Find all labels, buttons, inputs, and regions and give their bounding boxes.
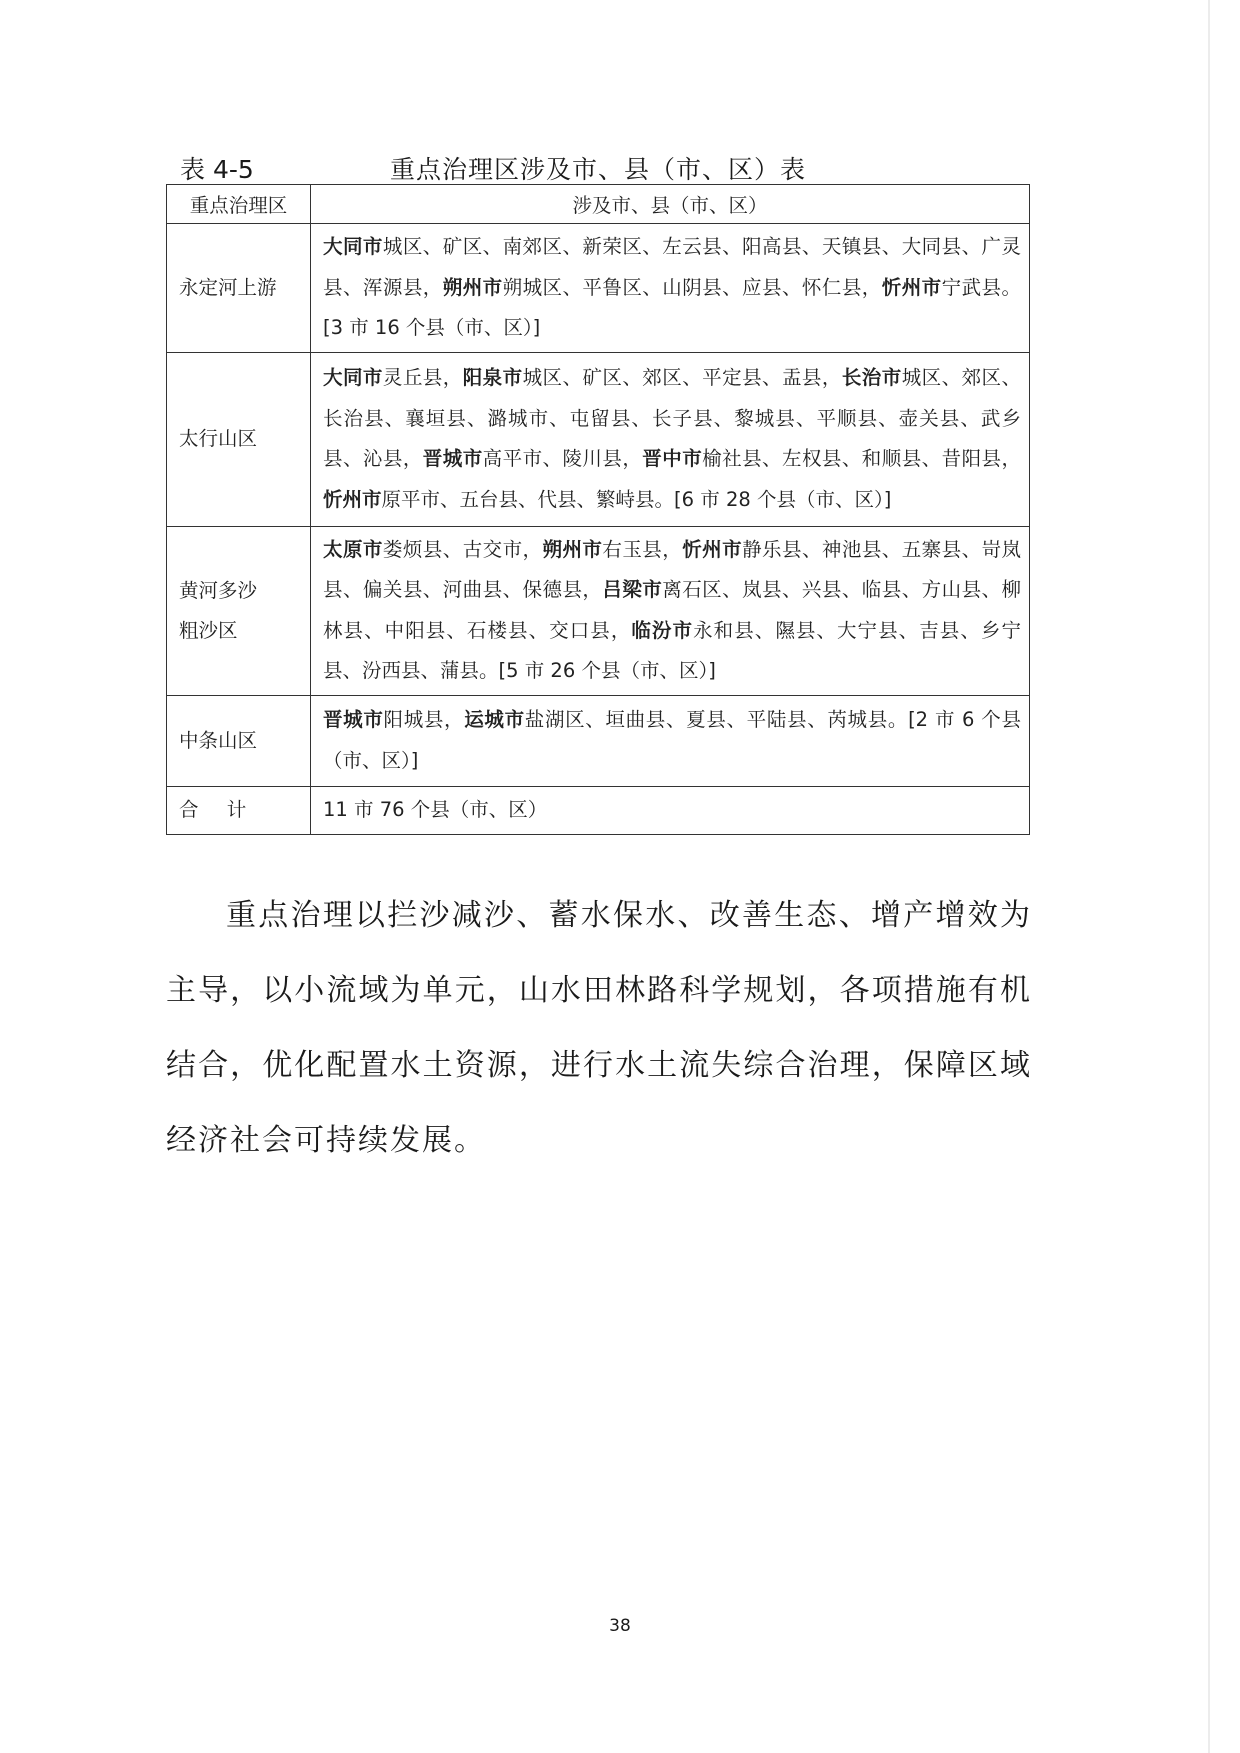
- city-name: 长治市: [841, 366, 902, 389]
- county-list: 城区、矿区、南郊区、新荣区、左云县、阳高县、天镇县、大同县、广灵县、浑源县，: [323, 235, 1021, 299]
- city-name: 晋城市: [422, 447, 483, 470]
- county-list: 阳城县，: [383, 708, 465, 731]
- row-summary: [3 市 16 个县（市、区）]: [323, 316, 541, 339]
- body-paragraph: 重点治理以拦沙减沙、蓄水保水、改善生态、增产增效为主导，以小流域为单元，山水田林路科学规划，各项措施有机结合，优化配置水土资源，进行水土流失综合治理，保障区域经济社会可持续发展。: [166, 898, 1032, 1158]
- table-title: 重点治理区涉及市、县（市、区）表: [389, 155, 806, 184]
- table-total-row: [167, 786, 1030, 834]
- city-name: 大同市: [323, 235, 383, 258]
- table-row: [167, 224, 1030, 353]
- table-row: [167, 695, 1030, 786]
- row-summary: [6 市 28 个县（市、区）]: [674, 487, 892, 511]
- county-list: 朔城区、平鲁区、山阴县、应县、怀仁县，: [502, 275, 882, 299]
- county-list: 盐湖区、垣曲县、夏县、平陆县、芮城县。: [524, 708, 909, 731]
- row-summary: [5 市 26 个县（市、区）]: [498, 659, 716, 682]
- county-list: 灵丘县，: [382, 366, 463, 389]
- county-list: 离石区、岚县、兴县、临县、方山县、柳林县、中阳县、石楼县、交口县，: [323, 578, 1021, 642]
- region-line: 粗沙区: [179, 618, 238, 642]
- county-list: 娄烦县、古交市，: [382, 537, 543, 561]
- county-list: 宁武县。: [941, 275, 1021, 299]
- city-name: 临汾市: [631, 618, 694, 642]
- page-number: 38: [609, 1616, 631, 1636]
- county-list: 榆社县、左权县、和顺县、昔阳县，: [702, 447, 1021, 470]
- counties-cell: [311, 695, 1030, 786]
- region-cell: 太行山区: [167, 352, 311, 526]
- city-name: 忻州市: [881, 275, 942, 299]
- row-summary: [2 市 6 个县（市、区）]: [323, 708, 1021, 772]
- county-list: 高平市、陵川县，: [482, 447, 643, 470]
- total-value: 11 市 76 个县（市、区）: [311, 786, 1030, 834]
- region-cell: [167, 526, 311, 695]
- region-cell: 中条山区: [167, 695, 311, 786]
- counties-cell: [311, 352, 1030, 526]
- city-name: 晋中市: [642, 447, 703, 470]
- table-header-row: [167, 185, 1030, 224]
- county-list: 城区、郊区、长治县、襄垣县、潞城市、屯留县、长子县、黎城县、平顺县、壶关县、武乡县、沁县，: [323, 366, 1021, 470]
- table-caption: [166, 148, 1030, 184]
- header-region: 重点治理区: [167, 185, 311, 224]
- counties-cell: [311, 224, 1030, 353]
- city-name: 吕梁市: [602, 578, 663, 601]
- county-list: 永和县、隰县、大宁县、吉县、乡宁县、汾西县、蒲县。: [323, 618, 1021, 682]
- county-list: 静乐县、神池县、五寨县、岢岚县、偏关县、河曲县、保德县，: [323, 537, 1021, 601]
- region-cell: 永定河上游: [167, 224, 311, 353]
- county-list: 城区、矿区、郊区、平定县、盂县，: [522, 366, 842, 389]
- city-name: 阳泉市: [462, 366, 523, 389]
- region-line: 黄河多沙: [179, 578, 258, 602]
- city-name: 朔州市: [542, 537, 603, 561]
- city-name: 大同市: [323, 366, 383, 389]
- counties-cell: [311, 526, 1030, 695]
- city-name: 晋城市: [323, 708, 384, 731]
- city-name: 太原市: [323, 537, 383, 561]
- scan-edge: [1208, 0, 1210, 1753]
- table-row: [167, 526, 1030, 695]
- key-areas-table: [166, 184, 1030, 835]
- city-name: 忻州市: [682, 537, 743, 561]
- county-list: 原平市、五台县、代县、繁峙县。: [381, 487, 675, 511]
- total-label: 合 计: [167, 786, 311, 834]
- city-name: 运城市: [464, 708, 525, 731]
- county-list: 右玉县，: [602, 537, 683, 561]
- city-name: 朔州市: [442, 275, 503, 299]
- header-counties: 涉及市、县（市、区）: [311, 185, 1030, 224]
- table-row: [167, 352, 1030, 526]
- city-name: 忻州市: [323, 487, 382, 511]
- table-number: 表 4-5: [180, 155, 254, 184]
